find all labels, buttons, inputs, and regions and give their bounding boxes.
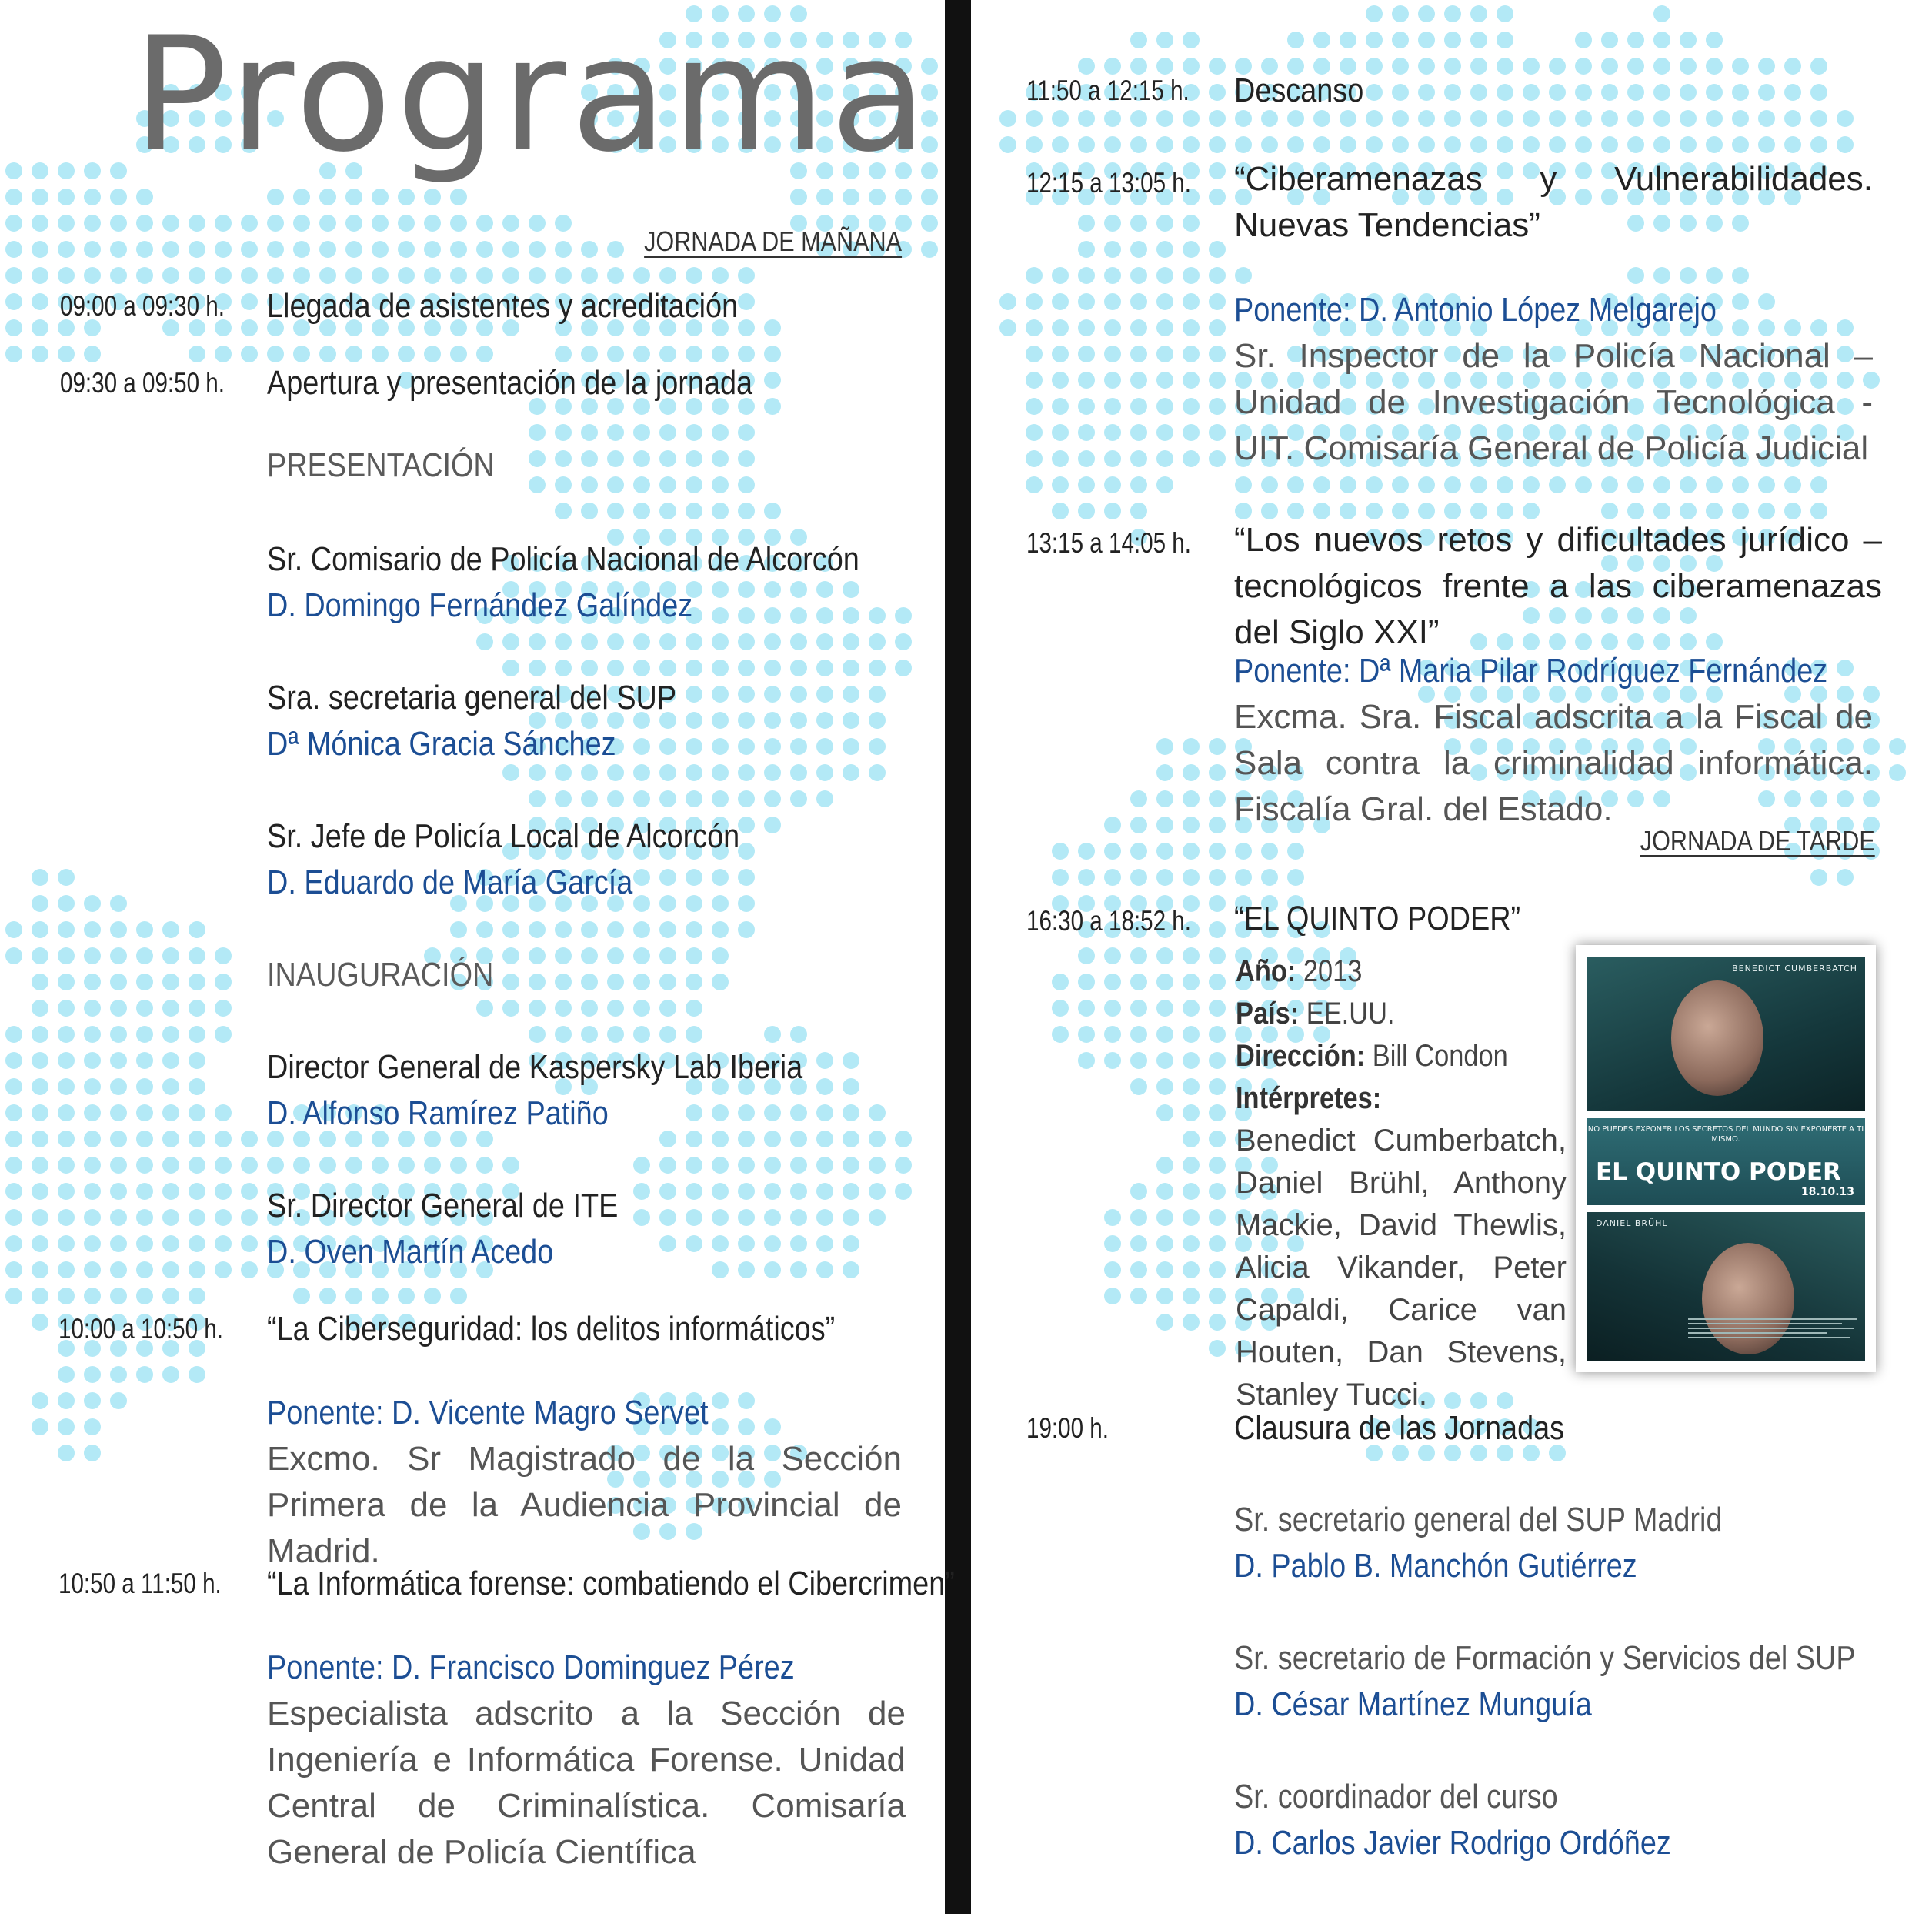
time-1900: 19:00 h. bbox=[1026, 1412, 1109, 1444]
name-oven: D. Oven Martín Acedo bbox=[267, 1233, 554, 1271]
poster-credits-block bbox=[1688, 1317, 1857, 1350]
role-sup-madrid: Sr. secretario general del SUP Madrid bbox=[1234, 1501, 1723, 1538]
role-kaspersky: Director General de Kaspersky Lab Iberia bbox=[267, 1048, 803, 1086]
role-coordinador: Sr. coordinador del curso bbox=[1234, 1778, 1558, 1815]
item-break: Descanso bbox=[1234, 72, 1364, 109]
film-director: Dirección: Bill Condon bbox=[1236, 1039, 1508, 1073]
role-jefe-local: Sr. Jefe de Policía Local de Alcorcón bbox=[267, 817, 740, 855]
film-country: País: EE.UU. bbox=[1236, 997, 1395, 1030]
talk3-title: “Ciberamenazas y Vulnerabilidades. Nuevas Tendencias” bbox=[1234, 160, 1873, 244]
name-monica: Dª Mónica Gracia Sánchez bbox=[267, 725, 616, 763]
role-formacion: Sr. secretario de Formación y Servicios del SUP bbox=[1234, 1639, 1856, 1677]
time-1150: 11:50 a 12:15 h. bbox=[1026, 75, 1190, 106]
talk1-speaker: Ponente: D. Vicente Magro Servet bbox=[267, 1394, 709, 1431]
heading-inauguracion: INAUGURACIÓN bbox=[267, 956, 494, 994]
poster-date: 18.10.13 bbox=[1800, 1186, 1854, 1198]
film-cast-label: Intérpretes: bbox=[1236, 1081, 1382, 1115]
closing-title: Clausura de las Jornadas bbox=[1234, 1409, 1565, 1447]
name-cesar: D. César Martínez Munguía bbox=[1234, 1685, 1592, 1723]
film-title: “EL QUINTO PODER” bbox=[1234, 900, 1521, 937]
talk2-title: “La Informática forense: combatiendo el Cibercrimen” bbox=[267, 1565, 955, 1602]
role-comisario: Sr. Comisario de Policía Nacional de Alcorcón bbox=[267, 540, 859, 578]
poster-panel-top bbox=[1587, 957, 1865, 1111]
talk1-desc: Excmo. Sr Magistrado de la Sección Primera de la Audiencia Provincial de Madrid. bbox=[267, 1440, 902, 1570]
item-arrival: Llegada de asistentes y acreditación bbox=[267, 287, 739, 325]
talk4-title: “Los nuevos retos y dificultades jurídico – tecnológicos frente a las ciberamenazas del Siglo XXI” bbox=[1234, 521, 1882, 651]
left-page bbox=[0, 0, 955, 1914]
poster-actor-top: BENEDICT CUMBERBATCH bbox=[1732, 964, 1857, 974]
poster-title: EL QUINTO PODER bbox=[1596, 1158, 1841, 1186]
page-title: Programa bbox=[132, 4, 932, 187]
poster-panel-title bbox=[1587, 1118, 1865, 1205]
film-poster bbox=[1576, 945, 1876, 1372]
center-divider bbox=[945, 0, 971, 1914]
poster-face-top bbox=[1671, 980, 1763, 1096]
film-year: Año: 2013 bbox=[1236, 954, 1363, 988]
time-1630: 16:30 a 18:52 h. bbox=[1026, 905, 1191, 937]
name-pablo: D. Pablo B. Manchón Gutiérrez bbox=[1234, 1547, 1637, 1585]
name-alfonso: D. Alfonso Ramírez Patiño bbox=[267, 1094, 609, 1132]
heading-presentacion: PRESENTACIÓN bbox=[267, 446, 495, 484]
talk2-desc: Especialista adscrito a la Sección de Ingeniería e Informática Forense. Unidad Central de Criminalística. Comisaría General de Policía Científica bbox=[267, 1695, 906, 1871]
poster-panel-bottom bbox=[1587, 1212, 1865, 1361]
section-label-afternoon: JORNADA DE TARDE bbox=[1640, 825, 1875, 857]
talk3-desc: Sr. Inspector de la Policía Nacional – Unidad de Investigación Tecnológica - UIT. Comisaría General de Policía Judicial bbox=[1234, 337, 1873, 467]
time-0900: 09:00 a 09:30 h. bbox=[60, 290, 225, 322]
poster-tagline: NO PUEDES EXPONER LOS SECRETOS DEL MUNDO SIN EXPONERTE A TI MISMO. bbox=[1587, 1125, 1864, 1144]
poster-actor-bottom: DANIEL BRÜHL bbox=[1596, 1218, 1668, 1228]
role-secretaria: Sra. secretaria general del SUP bbox=[267, 679, 677, 716]
talk1-title: “La Ciberseguridad: los delitos informáticos” bbox=[267, 1310, 836, 1348]
poster-credits-lines bbox=[1688, 1317, 1857, 1348]
talk2-speaker: Ponente: D. Francisco Dominguez Pérez bbox=[267, 1648, 795, 1686]
name-eduardo: D. Eduardo de María García bbox=[267, 863, 633, 901]
time-1315: 13:15 a 14:05 h. bbox=[1026, 527, 1191, 559]
time-0930: 09:30 a 09:50 h. bbox=[60, 367, 225, 399]
talk4-desc: Excma. Sra. Fiscal adscrita a la Fiscal de Sala contra la criminalidad informática. Fiscalía Gral. del Estado. bbox=[1234, 698, 1873, 828]
section-label-morning: JORNADA DE MAÑANA bbox=[644, 225, 902, 257]
film-cast: Benedict Cumberbatch, Daniel Brühl, Anthony Mackie, David Thewlis, Alicia Vikander, Peter Capaldi, Carice van Houten, Dan Stevens, Stanley Tucci. bbox=[1236, 1124, 1567, 1411]
item-opening: Apertura y presentación de la jornada bbox=[267, 364, 753, 402]
name-domingo: D. Domingo Fernández Galíndez bbox=[267, 586, 693, 624]
name-carlos: D. Carlos Javier Rodrigo Ordóñez bbox=[1234, 1824, 1671, 1862]
role-ite: Sr. Director General de ITE bbox=[267, 1187, 619, 1224]
talk4-speaker: Ponente: Dª Maria Pilar Rodríguez Fernández bbox=[1234, 652, 1828, 690]
time-1000: 10:00 a 10:50 h. bbox=[58, 1313, 223, 1344]
time-1050: 10:50 a 11:50 h. bbox=[58, 1568, 222, 1599]
talk3-speaker: Ponente: D. Antonio López Melgarejo bbox=[1234, 291, 1717, 329]
time-1215: 12:15 a 13:05 h. bbox=[1026, 167, 1191, 199]
